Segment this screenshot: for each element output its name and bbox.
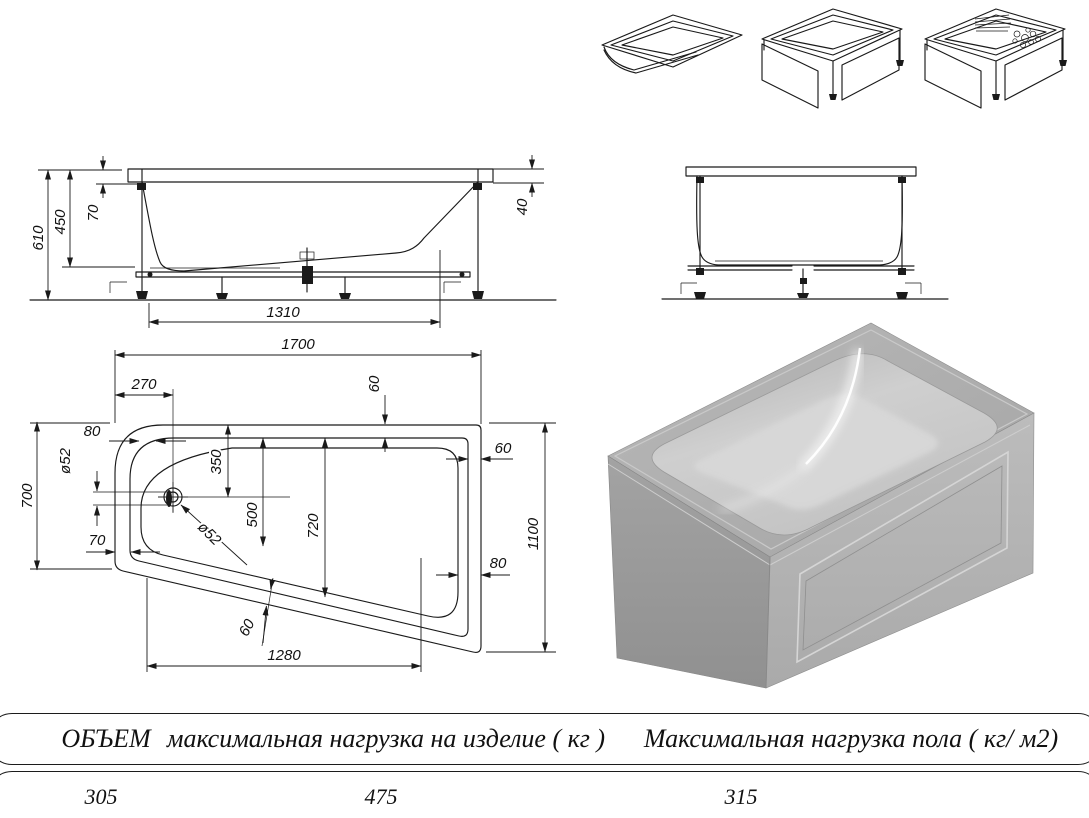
dim-feet-span: 1310 <box>266 304 300 321</box>
spec-table-value-row <box>0 771 1089 818</box>
dim-top-wall: 60 <box>366 375 383 393</box>
assembly-step-1-icon <box>602 15 742 73</box>
spec-value-max-load-product: 475 <box>364 784 398 809</box>
dim-overall-height: 610 <box>30 225 47 251</box>
spec-header-volume: ОБЪЕМ <box>61 724 151 753</box>
tub-outer-outline <box>115 425 481 652</box>
assembly-step-3-icon <box>925 9 1067 108</box>
bathtub-3d-render <box>608 323 1034 688</box>
dim-diagonal-wall: 60 <box>235 616 259 640</box>
bowl-outline <box>141 448 458 617</box>
spec-table-header-row <box>0 713 1089 765</box>
dim-inner-length: 1280 <box>267 647 301 664</box>
dim-overall-length: 1700 <box>281 336 315 353</box>
dim-overflow-diameter: ø52 <box>57 448 74 474</box>
spec-header-max-load-product: максимальная нагрузка на изделие ( кг ) <box>166 724 606 753</box>
dim-drain-from-left: 270 <box>131 376 157 393</box>
dim-bottom-right-wall: 80 <box>489 555 507 572</box>
plan-view <box>19 336 556 672</box>
dim-left-wall: 70 <box>88 532 106 549</box>
end-elevation-view <box>662 167 948 299</box>
overflow-hole <box>166 490 172 507</box>
side-elevation-view <box>30 155 556 328</box>
dim-right-wall: 60 <box>494 440 512 457</box>
drain-trap <box>302 266 313 284</box>
dim-wide-end-width: 1100 <box>525 517 542 551</box>
dim-max-inner-width: 720 <box>305 513 322 539</box>
dim-drain-diameter: ø52 <box>194 518 225 549</box>
spec-header-max-floor-load: Максимальная нагрузка пола ( кг/ м2) <box>643 724 1059 753</box>
dim-drain-from-top: 350 <box>208 449 225 475</box>
dim-inner-width-at-drain: 500 <box>244 502 261 528</box>
dim-overflow-span: 80 <box>83 423 101 440</box>
spec-value-max-floor-load: 315 <box>724 784 758 809</box>
dim-rim-thickness: 40 <box>514 198 531 216</box>
assembly-step-2-icon <box>762 9 904 108</box>
tub-rim-outline <box>130 438 468 636</box>
dim-rim-band: 70 <box>85 204 102 222</box>
dim-rim-to-bottom: 450 <box>52 209 69 235</box>
spec-value-volume: 305 <box>84 784 118 809</box>
dim-narrow-end-width: 700 <box>19 483 36 509</box>
